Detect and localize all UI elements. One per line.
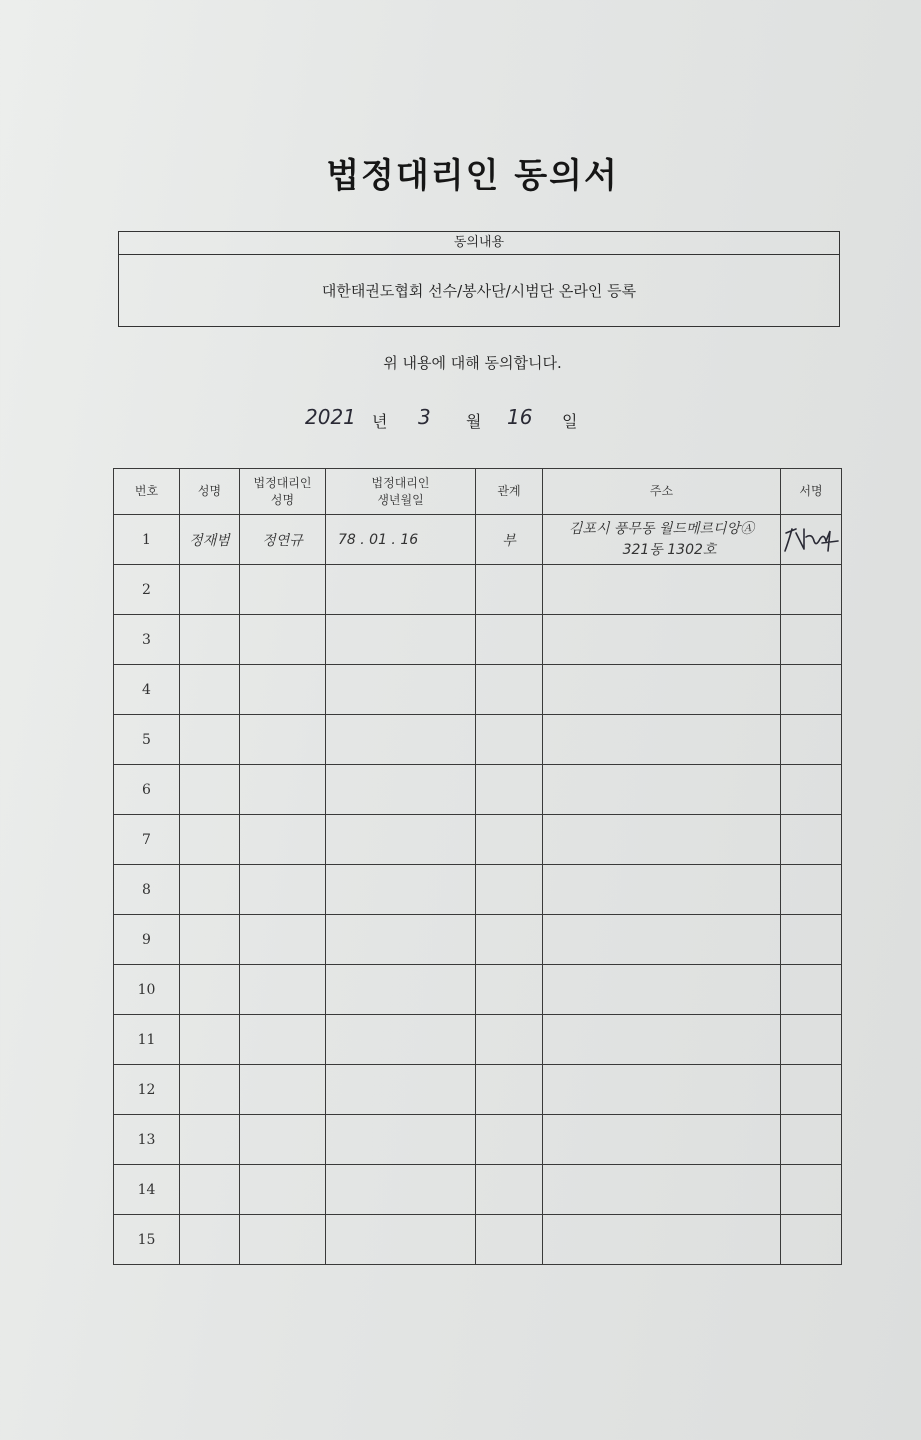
date-year: 2021 [305, 405, 356, 429]
registration-table [113, 468, 842, 1265]
header-relation: 관계 [476, 469, 543, 515]
header-guardian-name-line1: 법정대리인 [253, 475, 312, 490]
cell-guardian-name: 정연규 [240, 515, 326, 565]
consent-box [118, 231, 840, 327]
cell-no: 8 [114, 865, 180, 915]
cell-no: 9 [114, 915, 180, 965]
cell-no: 11 [114, 1015, 180, 1065]
consent-header: 동의내용 [119, 232, 839, 255]
cell-no: 15 [114, 1215, 180, 1265]
table-row [114, 615, 842, 665]
date-line [300, 405, 600, 439]
date-year-label: 년 [372, 412, 388, 431]
table-row [114, 1115, 842, 1165]
table-row [114, 1015, 842, 1065]
agree-statement: 위 내용에 대해 동의합니다. [383, 354, 562, 372]
cell-name: 정재범 [180, 515, 240, 565]
table-row [114, 715, 842, 765]
table-row [114, 1065, 842, 1115]
cell-guardian-birth: 78 . 01 . 16 [326, 515, 476, 565]
header-guardian-birth-line1: 법정대리인 [371, 475, 430, 490]
date-month: 3 [418, 405, 431, 429]
header-guardian-birth-line2: 생년월일 [377, 492, 424, 507]
handwritten-signature [782, 523, 840, 557]
table-row [114, 565, 842, 615]
table-row [114, 1215, 842, 1265]
table-row [114, 965, 842, 1015]
header-address: 주소 [543, 469, 781, 515]
cell-signature [781, 515, 842, 565]
date-month-label: 월 [466, 412, 482, 431]
document-title: 법정대리인 동의서 [326, 156, 619, 196]
table-row [114, 815, 842, 865]
cell-no: 3 [114, 615, 180, 665]
header-signature: 서명 [781, 469, 842, 515]
table-row [114, 515, 842, 565]
cell-address [543, 515, 781, 565]
table-row [114, 665, 842, 715]
cell-no: 10 [114, 965, 180, 1015]
cell-relation: 부 [476, 515, 543, 565]
cell-no: 12 [114, 1065, 180, 1115]
cell-address-line1: 김포시 풍무동 월드메르디앙Ⓐ [568, 520, 755, 537]
table-row [114, 865, 842, 915]
cell-address-line2: 321동 1302호 [622, 541, 717, 558]
header-name: 성명 [180, 469, 240, 515]
cell-no: 6 [114, 765, 180, 815]
table-row [114, 915, 842, 965]
cell-no: 7 [114, 815, 180, 865]
cell-no: 1 [114, 515, 180, 565]
header-no: 번호 [114, 469, 180, 515]
table-header-row [114, 469, 842, 515]
cell-no: 14 [114, 1165, 180, 1215]
cell-no: 2 [114, 565, 180, 615]
date-day: 16 [507, 405, 533, 429]
consent-text: 대한태권도협회 선수/봉사단/시범단 온라인 등록 [321, 282, 637, 300]
date-day-label: 일 [562, 412, 578, 431]
header-guardian-birth [326, 469, 476, 515]
cell-no: 13 [114, 1115, 180, 1165]
header-guardian-name-line2: 성명 [270, 492, 295, 507]
cell-no: 5 [114, 715, 180, 765]
cell-no: 4 [114, 665, 180, 715]
table-row [114, 765, 842, 815]
header-guardian-name [240, 469, 326, 515]
table-row [114, 1165, 842, 1215]
